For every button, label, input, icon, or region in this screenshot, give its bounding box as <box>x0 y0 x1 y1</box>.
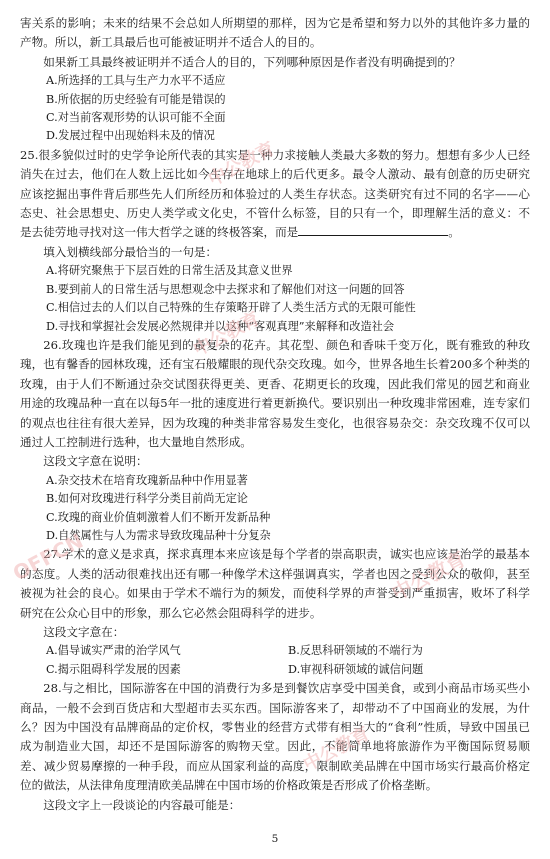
question-28-passage: 28.与之相比，国际游客在中国的消费行为多是到餐饮店享受中国美食，或到小商品市场买些小商品，一般不会到百货店和大型超市去买东西。国际游客来了，却带动不了中国商业的发展，为什么？因为中国没有品牌商品的定价权，零售业的经营方式带有相当大的“食利”性质，导致中国虽已成为制造业大国，却还不是国际游客的购物天堂。因此，不能简单地将旅游作为平衡国际贸易顺差、减少贸易摩擦的一种手段，而应从国家利益的高度，限制欧美品牌在中国市场实行最高价格定位的做法，从法律角度理清欧美品牌在中国市场的价格政策是否形成了价格垄断。 <box>20 681 530 793</box>
question-27-stem: 这段文字意在： <box>43 625 125 639</box>
question-27-option-c: C.揭示阻碍科学发展的因素 <box>46 662 181 676</box>
question-25-option-a: A.将研究聚焦于下层百姓的日常生活及其意义世界 <box>46 264 293 278</box>
watermark-logo: 中公教育 <box>189 308 264 361</box>
question-27-options-row-2 <box>46 661 530 679</box>
question-25-option-b: B.要到前人的日常生活与思想观念中去探求和了解他们对这一问题的回答 <box>46 282 405 296</box>
question-25-text: 25.很多貌似过时的史学争论所代表的其实是一种力求接触人类最大多数的努力。想想有多少人已经消失在过去，他们在人数上远比如今生存在地球上的后代更多。最令人激动、最有创意的历史研究应该挖掘出事件背后那些先人们所经历和体验过的人类生存状态。这类研究有过不同的名字——心态史、社会思想史、历史人类学或文化史，不管什么标签，目的只有一个，即理解生活的意义：不是去徒劳地寻找对这一伟大哲学之谜的终极答案，而是 <box>20 147 530 240</box>
question-26-option-c: C.玫瑰的商业价值刺激着人们不断开发新品种 <box>46 510 271 524</box>
question-27-option-b: B.反思科研领域的不端行为 <box>288 644 423 658</box>
question-27-options-row-1 <box>46 642 530 660</box>
watermark-logo: 中公教育 <box>204 138 279 191</box>
top-paragraph: 害关系的影响；未来的结果不会总如人所期望的那样，因为它是希望和努力以外的其他许多力量的产物。所以，新工具最后也可能被证明并不适合人的目的。 <box>20 16 530 50</box>
question-tool-option-c: C.对当前客观形势的认识可能不全面 <box>46 111 226 125</box>
question-tool-option-d: D.发展过程中出现始料未及的情况 <box>46 129 215 143</box>
answer-blank-line <box>298 223 448 236</box>
question-27-option-a: A.倡导诚实严肃的治学风气 <box>46 644 181 658</box>
question-27-passage: 27.学术的意义是求真，探求真理本来应该是每个学者的崇高职责，诚实也应该是治学的最基本的态度。人类的活动很难找出还有哪一种像学术这样强调真实，学者也因之受到公众的敬仰，甚至被视为社会的良心。如果由于学术不端行为的频发，而使科学界的声誉受到严重损害，败坏了科学研究在公众心目中的形象，那么它必然会阻碍科学的进步。 <box>20 547 530 620</box>
question-26-option-a: A.杂交技术在培育玫瑰新品种中作用显著 <box>46 473 248 487</box>
page-number: 5 <box>271 833 279 845</box>
question-26-passage: 26.玫瑰也许是我们能见到的最复杂的花卉。其花型、颜色和香味千变万化，既有雅致的种玫瑰，也有馨香的园林玫瑰，还有宝石般耀眼的现代杂交玫瑰。如今，世界各地生长着200多个种类的玫瑰，由于人们不断通过杂交试图获得更美、更香、花期更长的玫瑰，因此我们常见的园艺和商业用途的玫瑰品种一直在以每5年一批的速度进行着更新换代。要识别出一种玫瑰非常困难，连专家们的观点也往往有很大差异，因为玫瑰的种类非常容易发生变化，也很容易杂交：杂交玫瑰不仅可以通过人工控制进行选种，也大量地自然形成。 <box>20 337 530 449</box>
question-28-stem: 这段文字上一段谈论的内容最可能是： <box>43 797 241 812</box>
exam-page <box>20 14 530 815</box>
question-25-passage <box>20 146 530 243</box>
watermark-logo: 中公教育 <box>387 546 470 606</box>
question-27-option-d: D.审视科研领域的诚信问题 <box>288 662 424 676</box>
question-tool-option-b: B.所依据的历史经验有可能是错误的 <box>46 92 226 106</box>
question-tool-stem: 如果新工具最终被证明并不适合人的目的，下列哪种原因是作者没有明确提到的？ <box>43 54 461 69</box>
question-25-option-d: D.寻找和掌握社会发展必然规律并以这种“客观真理”来解释和改造社会 <box>46 319 395 333</box>
question-26-option-b: B.如何对玫瑰进行科学分类目前尚无定论 <box>46 492 248 506</box>
question-25-stem: 填入划横线部分最恰当的一句是： <box>43 244 218 259</box>
question-25-option-c: C.相信过去的人们以自己特殊的生存策略开辟了人类生活方式的无限可能性 <box>46 301 416 315</box>
watermark-logo: OFFCN <box>8 528 87 586</box>
question-tool-option-a: A.所选择的工具与生产力水平不适应 <box>46 74 226 88</box>
watermark-logo: 中公教育 <box>299 723 374 776</box>
question-25-end-mark: 。 <box>448 225 460 240</box>
question-26-option-d: D.自然属性与人为需求导致玫瑰品种十分复杂 <box>46 528 271 542</box>
question-26-stem: 这段文字意在说明： <box>43 454 148 469</box>
